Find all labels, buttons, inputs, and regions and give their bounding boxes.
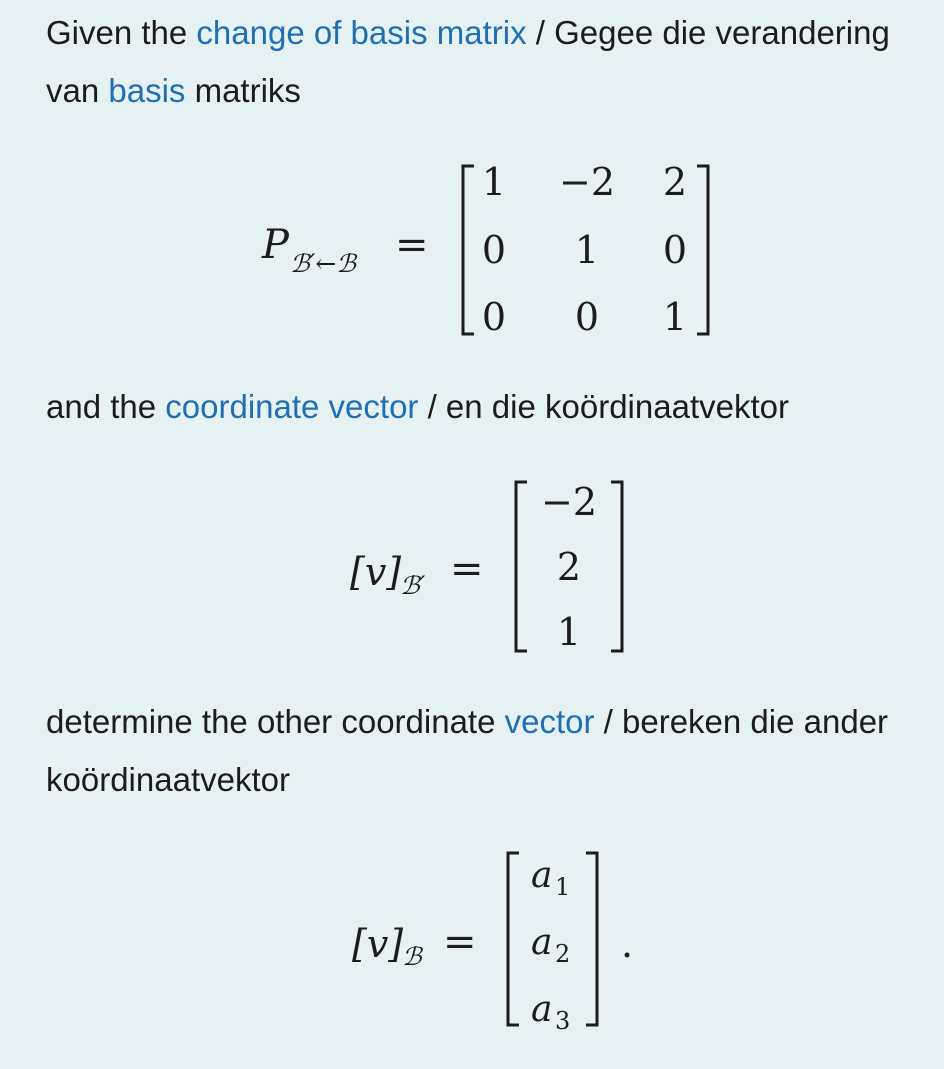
vector-right-bracket — [611, 482, 622, 651]
p-subscript: ℬ′←ℬ — [290, 249, 356, 278]
matrix-cell: −2 — [558, 160, 616, 204]
middle-paragraph — [46, 378, 926, 436]
final-paragraph — [46, 693, 926, 809]
matrix-right-bracket — [697, 166, 708, 334]
vector-left-bracket — [516, 482, 527, 651]
intro-paragraph — [46, 4, 926, 120]
middle-prefix: and the — [46, 388, 166, 425]
unknown-vector-equation — [0, 845, 944, 1045]
v-subscript: ℬ′ — [400, 571, 426, 600]
vector-entry: 2 — [556, 545, 582, 589]
change-of-basis-equation — [0, 150, 944, 350]
final-suffix: / bereken die ander koördinaatvektor — [46, 703, 889, 798]
a2-subscript: 2 — [555, 940, 571, 968]
vector-entry: −2 — [540, 480, 598, 524]
matrix-left-bracket — [463, 166, 474, 334]
basis-link[interactable]: basis — [108, 72, 186, 109]
a1-entry: a — [531, 855, 553, 896]
final-prefix: determine the other coordinate — [46, 703, 505, 740]
a3-subscript: 3 — [555, 1007, 571, 1035]
matrix-cell: 1 — [574, 228, 600, 272]
vector-entry: 1 — [556, 610, 582, 654]
vector-link[interactable]: vector — [504, 703, 595, 740]
v-bracket-lhs-2: [v] — [352, 922, 404, 966]
matrix-cell: 0 — [481, 228, 507, 272]
matrix-cell: 1 — [662, 295, 688, 339]
equals-sign-2: = — [450, 546, 484, 592]
coordinate-vector-link[interactable]: coordinate vector — [165, 388, 419, 425]
unknown-vector-left-bracket — [508, 853, 519, 1025]
middle-suffix: / en die koördinaatvektor — [418, 388, 789, 425]
intro-suffix: matriks — [185, 72, 301, 109]
v-bracket-lhs: [v] — [350, 550, 402, 594]
matrix-cell: 0 — [574, 295, 600, 339]
change-of-basis-matrix-link[interactable]: change of basis matrix — [196, 14, 527, 51]
intro-prefix: Given the — [46, 14, 197, 51]
matrix-cell: 0 — [481, 295, 507, 339]
trailing-period: . — [621, 922, 634, 966]
v-subscript-2: ℬ — [402, 942, 422, 971]
given-vector-equation — [0, 470, 944, 670]
equals-sign-3: = — [443, 919, 477, 965]
unknown-vector-right-bracket — [586, 853, 597, 1025]
a2-entry: a — [531, 922, 553, 963]
a3-entry: a — [531, 989, 553, 1030]
p-symbol: P — [262, 222, 289, 268]
matrix-cell: 0 — [662, 228, 688, 272]
equals-sign-1: = — [395, 222, 429, 268]
a1-subscript: 1 — [555, 873, 571, 901]
matrix-cell: 2 — [662, 160, 688, 204]
matrix-cell: 1 — [481, 160, 507, 204]
intro-middle: / Gegee die verandering van — [46, 14, 890, 109]
